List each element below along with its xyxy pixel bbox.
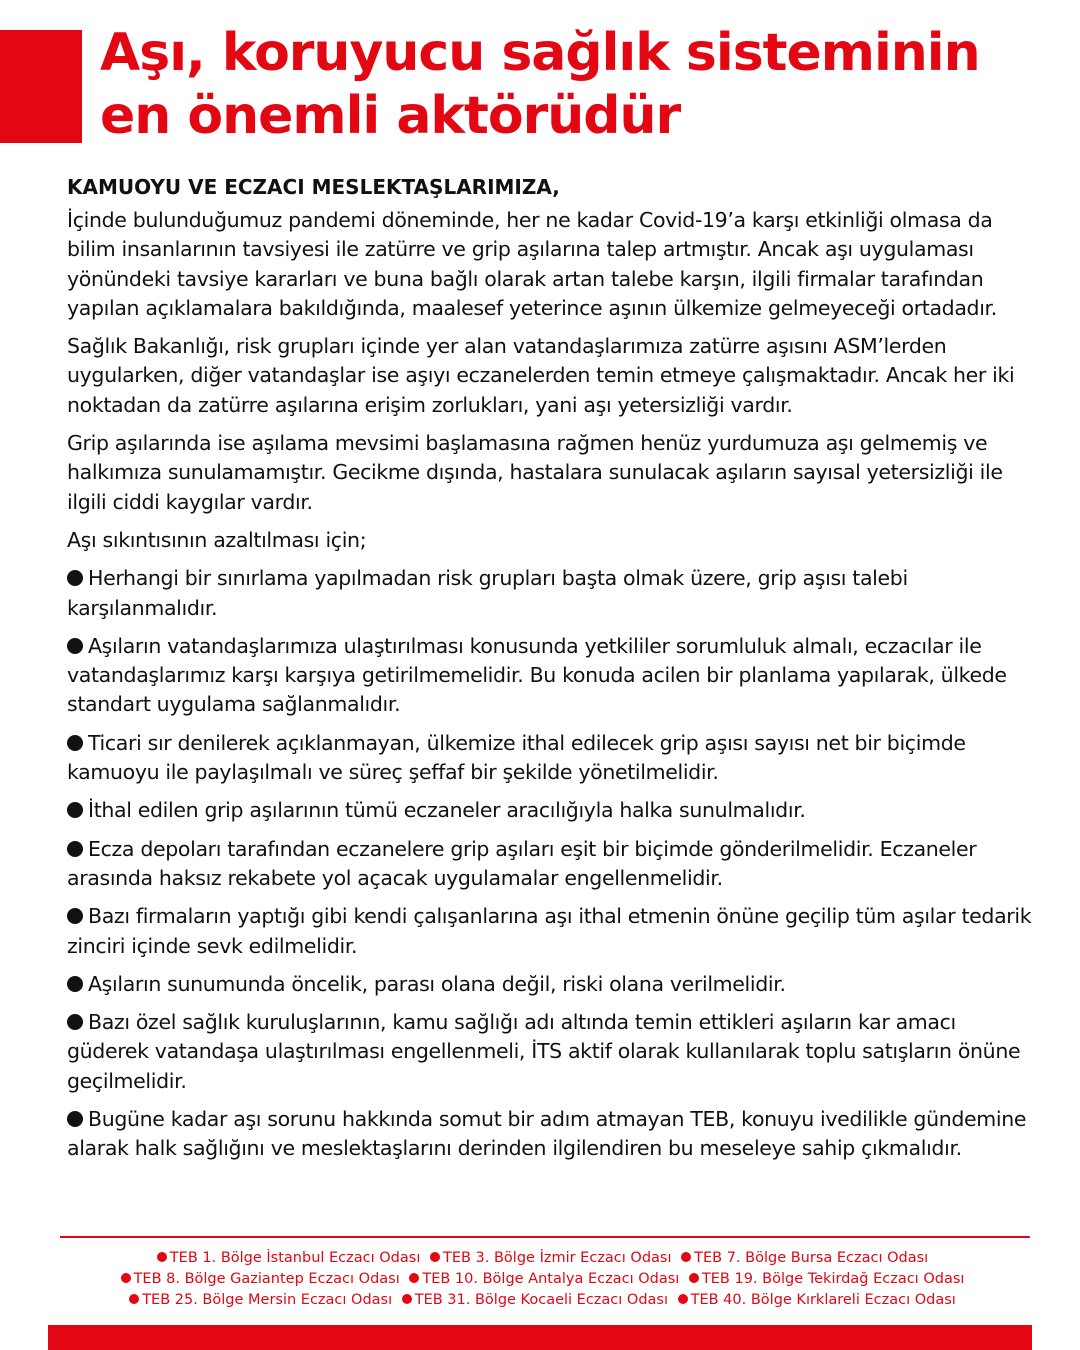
bullet-dot-icon <box>430 1252 440 1262</box>
bullet-dot-icon <box>129 1294 139 1304</box>
list-item <box>67 970 1037 999</box>
bullet-dot-icon <box>67 735 83 751</box>
list-item <box>67 564 1037 623</box>
signatory: TEB 25. Bölge Mersin Eczacı Odası <box>142 1292 393 1308</box>
bullet-dot-icon <box>67 802 83 818</box>
signatories-row <box>40 1248 1040 1269</box>
signatory: TEB 31. Bölge Kocaeli Eczacı Odası <box>414 1292 668 1308</box>
list-item-text: Ticari sır denilerek açıklanmayan, ülkemize ithal edilecek grip aşısı sayısı net bir biçimde kamuoyu ile paylaşılmalı ve süreç şeffaf bir şekilde yönetilmelidir. <box>67 730 966 785</box>
bullet-dot-icon <box>681 1252 691 1262</box>
page-title <box>100 22 1060 148</box>
list-item-text: Ecza depoları tarafından eczanelere grip aşıları eşit bir biçimde gönderilmelidir. Eczaneler arasında haksız rekabete yol açacak uygulamalar engellenmelidir. <box>67 836 977 890</box>
bullet-dot-icon <box>157 1252 167 1262</box>
bullet-dot-icon <box>678 1294 688 1304</box>
title-line-2: en önemli aktörüdür <box>100 86 681 146</box>
signatory: TEB 10. Bölge Antalya Eczacı Odası <box>422 1271 680 1287</box>
list-item <box>67 1008 1037 1096</box>
signatory: TEB 19. Bölge Tekirdağ Eczacı Odası <box>701 1271 965 1287</box>
signatory: TEB 8. Bölge Gaziantep Eczacı Odası <box>133 1271 400 1287</box>
paragraph: Grip aşılarında ise aşılama mevsimi başlamasına rağmen henüz yurdumuza aşı gelmemiş ve halkımıza sunulamamıştır. Gecikme dışında, hastalara sunulacak aşıların sayısal yetersizliği ile ilgili ciddi kaygılar vardır. <box>67 431 1003 514</box>
list-item-text: Bazı firmaların yaptığı gibi kendi çalışanlarına aşı ithal etmenin önüne geçilip tüm aşılar tedarik zinciri içinde sevk edilmelidir. <box>67 904 1032 958</box>
paragraph: Sağlık Bakanlığı, risk grupları içinde yer alan vatandaşlarımıza zatürre aşısını ASM’lerden uygularken, diğer vatandaşlar ise aşıyı eczanelerden temin etmeye çalışmaktadır. Ancak her iki noktadan da zatürre aşılarına erişim zorlukları, yani aşı yetersizliği vardır. <box>67 334 1015 417</box>
signatory: TEB 40. Bölge Kırklareli Eczacı Odası <box>690 1292 956 1308</box>
title-accent-block <box>0 30 82 143</box>
bullet-dot-icon <box>402 1294 412 1304</box>
bullet-dot-icon <box>121 1273 131 1283</box>
signatories-footer <box>40 1248 1040 1311</box>
list-item <box>67 729 1037 788</box>
list-item <box>67 796 1037 825</box>
signatory: TEB 7. Bölge Bursa Eczacı Odası <box>694 1250 929 1266</box>
bullet-dot-icon <box>689 1273 699 1283</box>
list-item-text: Aşıların sunumunda öncelik, parası olana değil, riski olana verilmelidir. <box>88 971 786 996</box>
salutation: KAMUOYU VE ECZACI MESLEKTAŞLARIMIZA, <box>67 175 560 199</box>
footer-divider <box>60 1236 1030 1238</box>
bullet-dot-icon <box>67 1014 83 1030</box>
list-item-text: Bugüne kadar aşı sorunu hakkında somut bir adım atmayan TEB, konuyu ivedilikle gündemine alarak halk sağlığını ve meslektaşlarını derinden ilgilendiren bu meseleye sahip çıkmalıdır. <box>67 1107 1027 1161</box>
paragraph: İçinde bulunduğumuz pandemi döneminde, her ne kadar Covid-19’a karşı etkinliği olmasa da bilim insanlarının tavsiyesi ile zatürre ve grip aşılarına talep artmıştır. Ancak aşı uygulaması yönündeki tavsiye kararları ve buna bağlı olarak artan talebe karşın, ilgili firmalar tarafından yapılan açıklamalara bakıldığında, maalesef yeterince aşının ülkemize gelmeyeceği ortadadır. <box>67 208 997 320</box>
bullet-dot-icon <box>67 976 83 992</box>
signatories-row <box>40 1290 1040 1311</box>
title-line-1: Aşı, koruyucu sağlık sisteminin <box>100 23 980 83</box>
bullet-dot-icon <box>67 1111 83 1127</box>
list-item <box>67 632 1037 720</box>
statement-body <box>67 172 1037 1173</box>
bottom-accent-bar <box>48 1325 1032 1350</box>
bullet-dot-icon <box>67 908 83 924</box>
bullet-dot-icon <box>409 1273 419 1283</box>
list-item-text: İthal edilen grip aşılarının tümü eczaneler aracılığıyla halka sunulmalıdır. <box>88 798 806 823</box>
signatory: TEB 1. Bölge İstanbul Eczacı Odası <box>169 1250 421 1266</box>
bullet-dot-icon <box>67 570 83 586</box>
list-item <box>67 902 1037 961</box>
list-item-text: Aşıların vatandaşlarımıza ulaştırılması konusunda yetkililer sorumluluk almalı, eczacılar ile vatandaşlarımız karşı karşıya getirilmemelidir. Bu konuda acilen bir planlama yapılarak, ülkede standart uygulama sağlanmalıdır. <box>67 633 1007 717</box>
signatory: TEB 3. Bölge İzmir Eczacı Odası <box>442 1250 672 1266</box>
bullet-dot-icon <box>67 841 83 857</box>
list-item-text: Herhangi bir sınırlama yapılmadan risk grupları başta olmak üzere, grip aşısı talebi karşılanmalıdır. <box>67 566 908 620</box>
bullet-dot-icon <box>67 638 83 654</box>
signatories-row <box>40 1269 1040 1290</box>
list-item <box>67 835 1037 894</box>
paragraph: Aşı sıkıntısının azaltılması için; <box>67 527 367 552</box>
list-item <box>67 1105 1037 1164</box>
list-item-text: Bazı özel sağlık kuruluşlarının, kamu sağlığı adı altında temin ettikleri aşıların kar amacı güderek vatandaşa ulaştırılması engellenmeli, İTS aktif olarak kullanılarak toplu satışların önüne geçilmelidir. <box>67 1010 1021 1093</box>
